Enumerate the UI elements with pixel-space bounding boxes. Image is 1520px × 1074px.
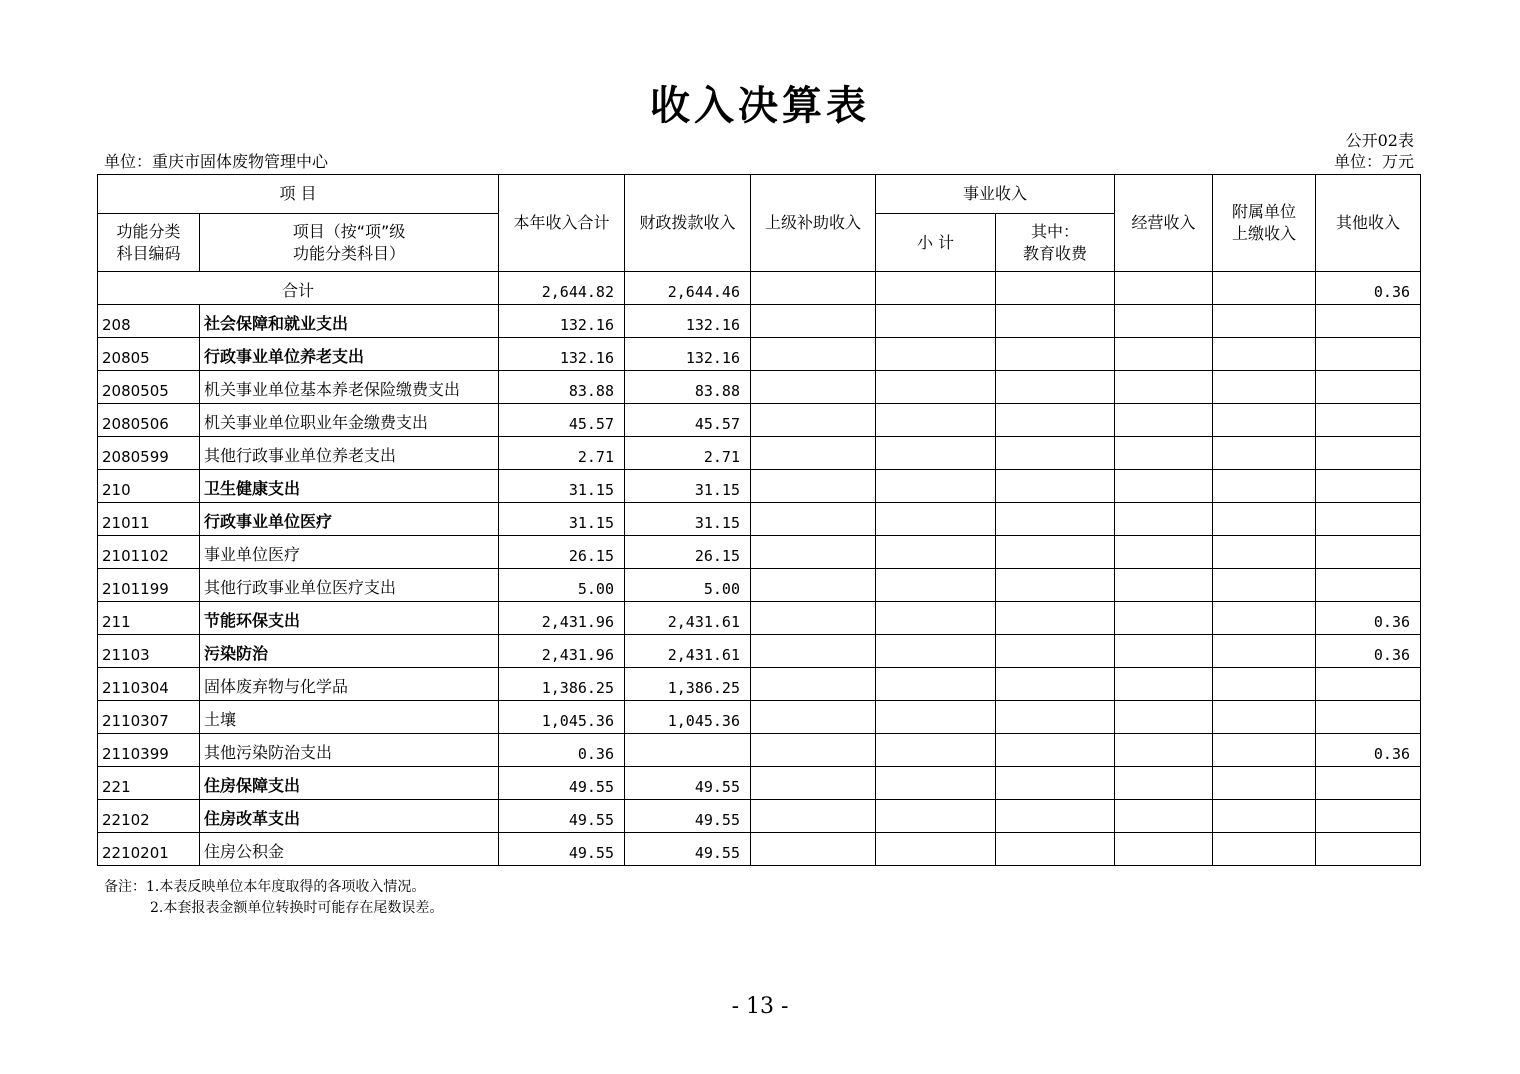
total-edu — [996, 272, 1115, 305]
row-superior — [751, 404, 876, 437]
row-superior — [751, 569, 876, 602]
row-fiscal: 1,045.36 — [625, 701, 751, 734]
row-total: 132.16 — [499, 338, 625, 371]
row-total: 83.88 — [499, 371, 625, 404]
row-edu — [996, 437, 1115, 470]
row-other — [1316, 470, 1421, 503]
row-edu — [996, 668, 1115, 701]
row-affiliate — [1213, 437, 1316, 470]
row-operating — [1115, 371, 1213, 404]
row-superior — [751, 602, 876, 635]
row-subtotal — [876, 833, 996, 866]
table-row — [98, 305, 1421, 338]
row-edu — [996, 371, 1115, 404]
row-other — [1316, 503, 1421, 536]
row-operating — [1115, 437, 1213, 470]
row-subtotal — [876, 635, 996, 668]
row-subtotal — [876, 602, 996, 635]
total-subtotal — [876, 272, 996, 305]
row-superior — [751, 503, 876, 536]
row-superior — [751, 437, 876, 470]
row-superior — [751, 701, 876, 734]
row-name: 节能环保支出 — [200, 602, 499, 635]
row-affiliate — [1213, 470, 1316, 503]
row-affiliate — [1213, 371, 1316, 404]
row-affiliate — [1213, 536, 1316, 569]
row-fiscal: 26.15 — [625, 536, 751, 569]
row-superior — [751, 305, 876, 338]
row-name: 机关事业单位基本养老保险缴费支出 — [200, 371, 499, 404]
row-operating — [1115, 701, 1213, 734]
row-other — [1316, 668, 1421, 701]
row-superior — [751, 800, 876, 833]
row-superior — [751, 371, 876, 404]
row-edu — [996, 404, 1115, 437]
row-code: 221 — [98, 767, 200, 800]
row-other — [1316, 371, 1421, 404]
header-item: 项 目 — [98, 175, 499, 214]
row-other: 0.36 — [1316, 602, 1421, 635]
row-edu — [996, 701, 1115, 734]
row-operating — [1115, 635, 1213, 668]
row-total: 0.36 — [499, 734, 625, 767]
row-name: 住房改革支出 — [200, 800, 499, 833]
row-operating — [1115, 833, 1213, 866]
row-total: 49.55 — [499, 833, 625, 866]
row-edu — [996, 338, 1115, 371]
row-operating — [1115, 602, 1213, 635]
row-other — [1316, 536, 1421, 569]
row-operating — [1115, 767, 1213, 800]
unit-organization: 单位：重庆市固体废物管理中心 — [104, 152, 329, 171]
row-other — [1316, 833, 1421, 866]
row-edu — [996, 767, 1115, 800]
table-row — [98, 536, 1421, 569]
row-subtotal — [876, 404, 996, 437]
row-superior — [751, 767, 876, 800]
row-total: 49.55 — [499, 767, 625, 800]
header-total: 本年收入合计 — [499, 175, 625, 272]
row-code: 208 — [98, 305, 200, 338]
row-other — [1316, 569, 1421, 602]
row-other — [1316, 800, 1421, 833]
row-other: 0.36 — [1316, 734, 1421, 767]
total-superior — [751, 272, 876, 305]
row-superior — [751, 668, 876, 701]
table-row — [98, 338, 1421, 371]
row-affiliate — [1213, 701, 1316, 734]
row-code: 2080505 — [98, 371, 200, 404]
row-affiliate — [1213, 569, 1316, 602]
row-other: 0.36 — [1316, 635, 1421, 668]
row-name: 行政事业单位医疗 — [200, 503, 499, 536]
row-total: 5.00 — [499, 569, 625, 602]
row-total: 31.15 — [499, 503, 625, 536]
row-total: 1,386.25 — [499, 668, 625, 701]
row-subtotal — [876, 569, 996, 602]
row-subtotal — [876, 470, 996, 503]
row-name: 卫生健康支出 — [200, 470, 499, 503]
row-affiliate — [1213, 338, 1316, 371]
row-operating — [1115, 404, 1213, 437]
table-row — [98, 371, 1421, 404]
row-edu — [996, 734, 1115, 767]
total-fiscal: 2,644.46 — [625, 272, 751, 305]
row-other — [1316, 338, 1421, 371]
row-name: 其他行政事业单位医疗支出 — [200, 569, 499, 602]
row-code: 2101102 — [98, 536, 200, 569]
row-fiscal: 49.55 — [625, 767, 751, 800]
row-name: 行政事业单位养老支出 — [200, 338, 499, 371]
total-row — [98, 272, 1421, 305]
row-subtotal — [876, 437, 996, 470]
row-total: 31.15 — [499, 470, 625, 503]
row-subtotal — [876, 800, 996, 833]
row-name: 土壤 — [200, 701, 499, 734]
row-subtotal — [876, 668, 996, 701]
row-affiliate — [1213, 767, 1316, 800]
row-subtotal — [876, 503, 996, 536]
total-label: 合计 — [98, 272, 499, 305]
row-code: 2101199 — [98, 569, 200, 602]
row-superior — [751, 338, 876, 371]
row-code: 2210201 — [98, 833, 200, 866]
page-number: - 13 - — [731, 994, 789, 1019]
row-superior — [751, 734, 876, 767]
row-name: 社会保障和就业支出 — [200, 305, 499, 338]
table-row — [98, 404, 1421, 437]
row-edu — [996, 305, 1115, 338]
row-code: 210 — [98, 470, 200, 503]
income-table — [97, 174, 1421, 866]
row-fiscal: 2.71 — [625, 437, 751, 470]
row-fiscal: 2,431.61 — [625, 602, 751, 635]
total-affiliate — [1213, 272, 1316, 305]
row-affiliate — [1213, 503, 1316, 536]
row-total: 132.16 — [499, 305, 625, 338]
row-code: 22102 — [98, 800, 200, 833]
note-2: 2.本套报表金额单位转换时可能存在尾数误差。 — [150, 900, 444, 916]
row-subtotal — [876, 371, 996, 404]
row-code: 2110399 — [98, 734, 200, 767]
row-operating — [1115, 470, 1213, 503]
row-total: 1,045.36 — [499, 701, 625, 734]
row-superior — [751, 470, 876, 503]
row-name: 事业单位医疗 — [200, 536, 499, 569]
table-row — [98, 734, 1421, 767]
page-title: 收入决算表 — [650, 83, 870, 129]
row-fiscal: 1,386.25 — [625, 668, 751, 701]
row-name: 机关事业单位职业年金缴费支出 — [200, 404, 499, 437]
header-other: 其他收入 — [1316, 175, 1421, 272]
row-other — [1316, 767, 1421, 800]
header-superior: 上级补助收入 — [751, 175, 876, 272]
table-row — [98, 602, 1421, 635]
row-superior — [751, 635, 876, 668]
row-code: 2110304 — [98, 668, 200, 701]
row-name: 住房保障支出 — [200, 767, 499, 800]
row-code: 2110307 — [98, 701, 200, 734]
row-affiliate — [1213, 305, 1316, 338]
row-operating — [1115, 569, 1213, 602]
row-fiscal: 132.16 — [625, 338, 751, 371]
row-operating — [1115, 800, 1213, 833]
row-other — [1316, 404, 1421, 437]
row-code: 211 — [98, 602, 200, 635]
total-other: 0.36 — [1316, 272, 1421, 305]
total-operating — [1115, 272, 1213, 305]
row-total: 2,431.96 — [499, 602, 625, 635]
row-total: 2,431.96 — [499, 635, 625, 668]
row-operating — [1115, 734, 1213, 767]
row-subtotal — [876, 767, 996, 800]
row-subtotal — [876, 305, 996, 338]
table-row — [98, 470, 1421, 503]
row-fiscal: 49.55 — [625, 800, 751, 833]
row-total: 26.15 — [499, 536, 625, 569]
row-name: 住房公积金 — [200, 833, 499, 866]
header-edu: 其中： 教育收费 — [996, 214, 1115, 272]
row-other — [1316, 701, 1421, 734]
row-edu — [996, 602, 1115, 635]
row-other — [1316, 305, 1421, 338]
row-code: 21103 — [98, 635, 200, 668]
header-subtotal: 小 计 — [876, 214, 996, 272]
row-fiscal: 49.55 — [625, 833, 751, 866]
unit-currency: 单位：万元 — [1333, 152, 1414, 171]
row-affiliate — [1213, 800, 1316, 833]
row-edu — [996, 503, 1115, 536]
header-business: 事业收入 — [876, 175, 1115, 214]
table-row — [98, 833, 1421, 866]
header-affiliate: 附属单位 上缴收入 — [1213, 175, 1316, 272]
header-name: 项目（按“项”级 功能分类科目） — [200, 214, 499, 272]
row-operating — [1115, 536, 1213, 569]
form-number: 公开02表 — [1345, 131, 1414, 150]
table-row — [98, 668, 1421, 701]
total-income: 2,644.82 — [499, 272, 625, 305]
row-fiscal: 83.88 — [625, 371, 751, 404]
table-row — [98, 503, 1421, 536]
row-code: 2080599 — [98, 437, 200, 470]
row-fiscal — [625, 734, 751, 767]
row-edu — [996, 800, 1115, 833]
row-fiscal: 45.57 — [625, 404, 751, 437]
table-row — [98, 701, 1421, 734]
row-subtotal — [876, 701, 996, 734]
row-total: 49.55 — [499, 800, 625, 833]
row-affiliate — [1213, 404, 1316, 437]
row-edu — [996, 470, 1115, 503]
row-name: 污染防治 — [200, 635, 499, 668]
row-fiscal: 132.16 — [625, 305, 751, 338]
row-edu — [996, 833, 1115, 866]
row-superior — [751, 833, 876, 866]
row-code: 21011 — [98, 503, 200, 536]
note-1: 备注：1.本表反映单位本年度取得的各项收入情况。 — [104, 879, 426, 895]
table-row — [98, 767, 1421, 800]
row-code: 20805 — [98, 338, 200, 371]
row-superior — [751, 536, 876, 569]
row-subtotal — [876, 734, 996, 767]
row-affiliate — [1213, 668, 1316, 701]
row-operating — [1115, 668, 1213, 701]
header-code: 功能分类 科目编码 — [98, 214, 200, 272]
row-name: 其他行政事业单位养老支出 — [200, 437, 499, 470]
notes — [104, 877, 443, 919]
row-name: 固体废弃物与化学品 — [200, 668, 499, 701]
row-affiliate — [1213, 734, 1316, 767]
header-fiscal: 财政拨款收入 — [625, 175, 751, 272]
row-edu — [996, 536, 1115, 569]
row-affiliate — [1213, 833, 1316, 866]
row-total: 2.71 — [499, 437, 625, 470]
table-row — [98, 569, 1421, 602]
row-fiscal: 31.15 — [625, 470, 751, 503]
row-operating — [1115, 503, 1213, 536]
row-operating — [1115, 338, 1213, 371]
row-edu — [996, 569, 1115, 602]
row-total: 45.57 — [499, 404, 625, 437]
row-operating — [1115, 305, 1213, 338]
row-code: 2080506 — [98, 404, 200, 437]
row-name: 其他污染防治支出 — [200, 734, 499, 767]
row-subtotal — [876, 536, 996, 569]
row-affiliate — [1213, 602, 1316, 635]
header-operating: 经营收入 — [1115, 175, 1213, 272]
row-fiscal: 2,431.61 — [625, 635, 751, 668]
row-fiscal: 31.15 — [625, 503, 751, 536]
row-other — [1316, 437, 1421, 470]
table-row — [98, 635, 1421, 668]
row-affiliate — [1213, 635, 1316, 668]
row-fiscal: 5.00 — [625, 569, 751, 602]
table-row — [98, 437, 1421, 470]
row-subtotal — [876, 338, 996, 371]
table-row — [98, 800, 1421, 833]
row-edu — [996, 635, 1115, 668]
